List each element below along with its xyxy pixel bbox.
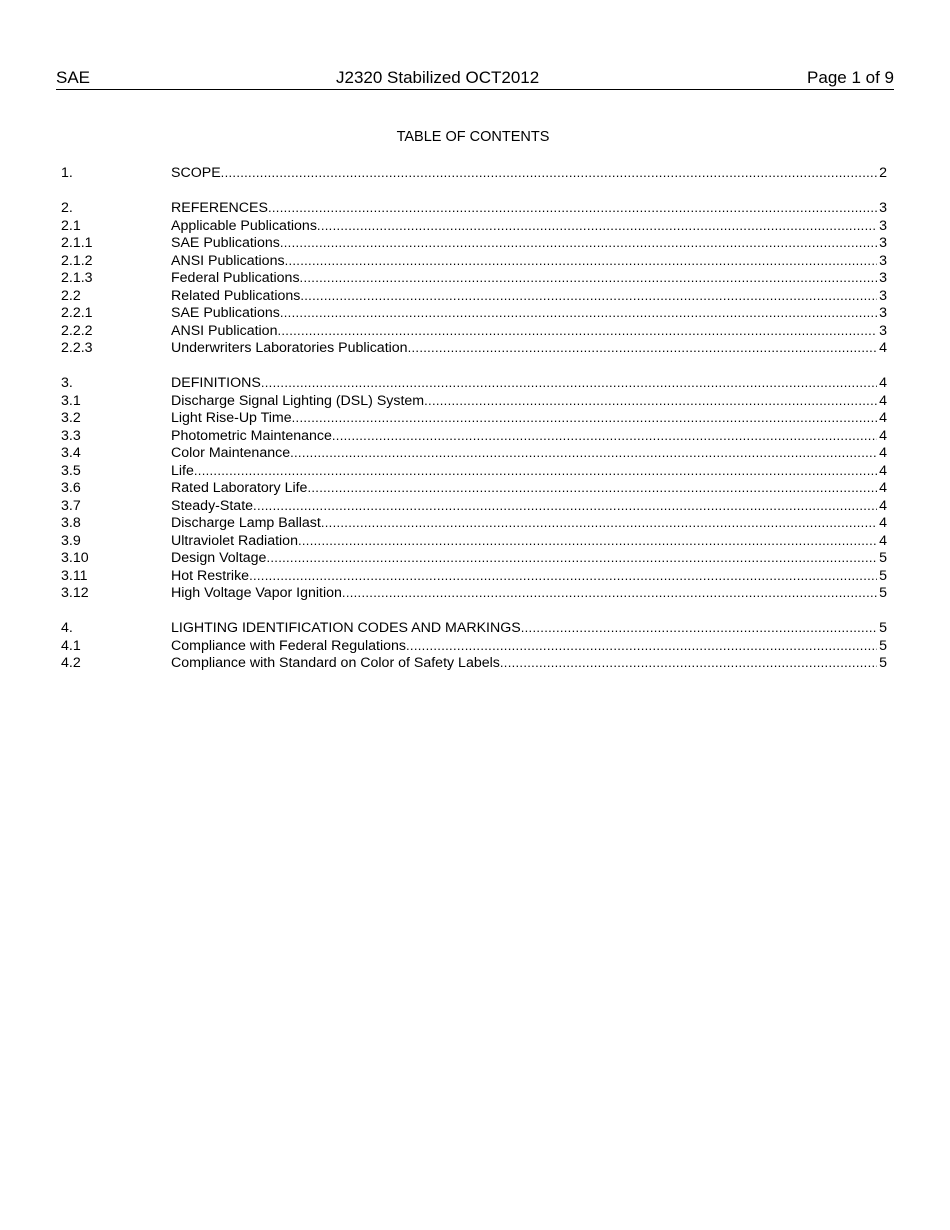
toc-entry[interactable] [61,287,887,305]
toc-entry-page: 4 [879,392,887,409]
toc-entry-page: 4 [879,532,887,549]
toc-entry-number: 2.1.3 [61,270,93,286]
toc-entry[interactable] [61,252,887,270]
toc-dot-leader [290,444,877,462]
toc-dot-leader [300,269,878,287]
toc-entry-title: ANSI Publications [171,252,285,269]
toc-entry[interactable] [61,217,887,235]
toc-entry-page: 4 [879,340,887,356]
toc-dot-leader [406,637,877,655]
toc-entry-title: Photometric Maintenance [171,427,332,444]
toc-entry[interactable] [61,269,887,287]
toc-entry-number: 4.2 [61,655,81,671]
toc-entry-number: 3.12 [61,585,89,601]
toc-entry-body [171,339,887,358]
toc-entry-title: Related Publications [171,287,301,304]
toc-dot-leader [342,584,877,602]
toc-entry-body [171,497,887,516]
toc-entry-number: 2. [61,200,73,216]
toc-entry-page: 3 [879,287,887,304]
toc-section [61,199,887,357]
toc-entry-page: 4 [879,480,887,496]
toc-entry-page: 3 [879,200,887,216]
toc-entry[interactable] [61,199,887,217]
toc-entry-page: 5 [879,637,887,654]
toc-entry-page: 5 [879,567,887,584]
toc-entry-page: 5 [879,550,887,566]
toc-dot-leader [292,409,877,427]
toc-entry[interactable] [61,532,887,550]
toc-entry-body [171,252,887,271]
toc-title: TABLE OF CONTENTS [396,129,550,145]
toc-entry-number: 3.3 [61,427,81,444]
toc-entry-body [171,444,887,463]
page-header [56,68,894,90]
header-org: SAE [56,68,91,87]
toc-entry-title: Applicable Publications [171,217,317,234]
toc-entry-number: 4.1 [61,637,81,654]
toc-entry-page: 4 [879,375,887,391]
toc-entry-body [171,619,887,638]
toc-dot-leader [277,322,877,340]
toc-entry-number: 2.2 [61,287,81,304]
toc-entry-page: 3 [879,305,887,321]
toc-entry[interactable] [61,567,887,585]
toc-dot-leader [500,654,877,672]
toc-dot-leader [253,497,877,515]
toc-entry-body [171,567,887,586]
toc-entry-number: 3.1 [61,392,81,409]
toc-entry-title: Rated Laboratory Life [171,480,308,496]
toc-dot-leader [194,462,877,480]
toc-entry-number: 3.4 [61,445,81,461]
toc-entry-number: 2.2.3 [61,340,93,356]
toc-entry-title: Discharge Signal Lighting (DSL) System [171,392,425,409]
toc-entry-body [171,514,887,533]
toc-entry[interactable] [61,584,887,602]
toc-entry-body [171,462,887,481]
toc-entry-body [171,322,887,341]
toc-entry-number: 1. [61,165,73,181]
toc-entry-title: High Voltage Vapor Ignition [171,585,342,601]
toc-dot-leader [408,339,878,357]
toc-dot-leader [221,164,877,182]
toc-entry-body [171,304,887,323]
toc-section [61,164,887,182]
toc-entry-page: 4 [879,462,887,479]
toc-entry-body [171,532,887,551]
toc-entry-body [171,374,887,393]
toc-entry-number: 3.7 [61,497,81,514]
toc-entry-title: SAE Publications [171,305,280,321]
toc-entry-body [171,479,887,498]
toc-entry-body [171,427,887,446]
toc-entry-page: 2 [879,165,887,181]
toc-entry-number: 3.2 [61,410,81,426]
toc-entry-page: 5 [879,655,887,671]
toc-entry-number: 2.2.1 [61,305,93,321]
toc-entry-body [171,199,887,218]
toc-dot-leader [321,514,877,532]
toc-entry-title: Light Rise-Up Time [171,410,292,426]
toc-dot-leader [249,567,877,585]
toc-entry-number: 3.8 [61,515,81,531]
toc-entry[interactable] [61,514,887,532]
toc-entry[interactable] [61,654,887,672]
toc-entry-title: SCOPE [171,165,221,181]
toc-entry-body [171,584,887,603]
toc-entry[interactable] [61,374,887,392]
toc-entry[interactable] [61,497,887,515]
toc-entry[interactable] [61,234,887,252]
toc-entry-number: 2.1.2 [61,252,93,269]
toc-dot-leader [521,619,877,637]
header-document-id: J2320 Stabilized OCT2012 [336,68,540,87]
toc-entry[interactable] [61,427,887,445]
toc-entry-title: REFERENCES [171,200,268,216]
toc-dot-leader [424,392,877,410]
toc-entry-page: 4 [879,427,887,444]
toc-entry-page: 5 [879,620,887,636]
toc-dot-leader [317,217,877,235]
toc-entry-number: 3.6 [61,480,81,496]
toc-entry-title: Design Voltage [171,550,267,566]
toc-entry-number: 2.2.2 [61,322,93,339]
toc-entry-body [171,549,887,568]
toc-entry-title: Compliance with Federal Regulations [171,637,407,654]
toc-dot-leader [298,532,877,550]
toc-entry[interactable] [61,392,887,410]
toc-entry-number: 3.9 [61,532,81,549]
toc-entry-title: Hot Restrike [171,567,250,584]
toc-entry-number: 3.10 [61,550,89,566]
toc-entry-body [171,234,887,253]
toc-entry-number: 3.11 [61,567,88,584]
toc-entry-page: 4 [879,445,887,461]
toc-entry-number: 2.1 [61,217,81,234]
toc-entry-title: ANSI Publication [171,322,278,339]
header-page-number: Page 1 of 9 [807,68,894,87]
toc-entry-page: 3 [879,252,887,269]
toc-entry-number: 4. [61,620,73,636]
toc-dot-leader [280,234,877,252]
toc-section [61,619,887,672]
toc-dot-leader [307,479,877,497]
toc-entry[interactable] [61,637,887,655]
toc-entry-page: 4 [879,410,887,426]
toc-dot-leader [266,549,877,567]
toc-entry-body [171,654,887,673]
toc-entry[interactable] [61,322,887,340]
toc-entry-title: SAE Publications [171,235,280,251]
toc-dot-leader [300,287,877,305]
toc-entry[interactable] [61,479,887,497]
toc-entry[interactable] [61,339,887,357]
toc-entry-body [171,409,887,428]
toc-entry-title: DEFINITIONS [171,375,261,391]
toc-entry-title: Ultraviolet Radiation [171,532,298,549]
toc-section [61,374,887,602]
toc-entry-page: 4 [879,497,887,514]
toc-entry-title: Compliance with Standard on Color of Safety Labels [171,655,500,671]
toc-entry-number: 2.1.1 [61,235,93,251]
toc-entry-page: 3 [879,235,887,251]
toc-entry-body [171,392,887,411]
toc-entry-title: LIGHTING IDENTIFICATION CODES AND MARKINGS [171,620,521,636]
toc-entry[interactable] [61,304,887,322]
toc-dot-leader [268,199,877,217]
toc-dot-leader [261,374,877,392]
toc-dot-leader [280,304,877,322]
toc-entry-page: 3 [879,217,887,234]
toc-entry-number: 3.5 [61,462,81,479]
toc-entry-page: 3 [879,270,887,286]
toc-entry-body [171,217,887,236]
toc-entry-page: 5 [879,585,887,601]
toc-entry-title: Steady-State [171,497,254,514]
toc-entry-number: 3. [61,375,73,391]
toc-entry-page: 3 [879,322,887,339]
toc-entry-title: Underwriters Laboratories Publication [171,340,408,356]
toc-entry[interactable] [61,549,887,567]
toc-entry-body [171,269,887,288]
toc-dot-leader [332,427,877,445]
toc-entry-body [171,637,887,656]
toc-entry-title: Discharge Lamp Ballast [171,515,321,531]
toc-entry-title: Life [171,462,194,479]
toc-entry[interactable] [61,462,887,480]
toc-entry-title: Color Maintenance [171,445,291,461]
table-of-contents [61,164,887,689]
toc-entry[interactable] [61,444,887,462]
toc-entry[interactable] [61,164,887,182]
toc-entry-body [171,287,887,306]
toc-entry-body [171,164,887,183]
toc-entry-page: 4 [879,515,887,531]
toc-dot-leader [285,252,878,270]
toc-entry[interactable] [61,619,887,637]
toc-entry-title: Federal Publications [171,270,300,286]
toc-entry[interactable] [61,409,887,427]
